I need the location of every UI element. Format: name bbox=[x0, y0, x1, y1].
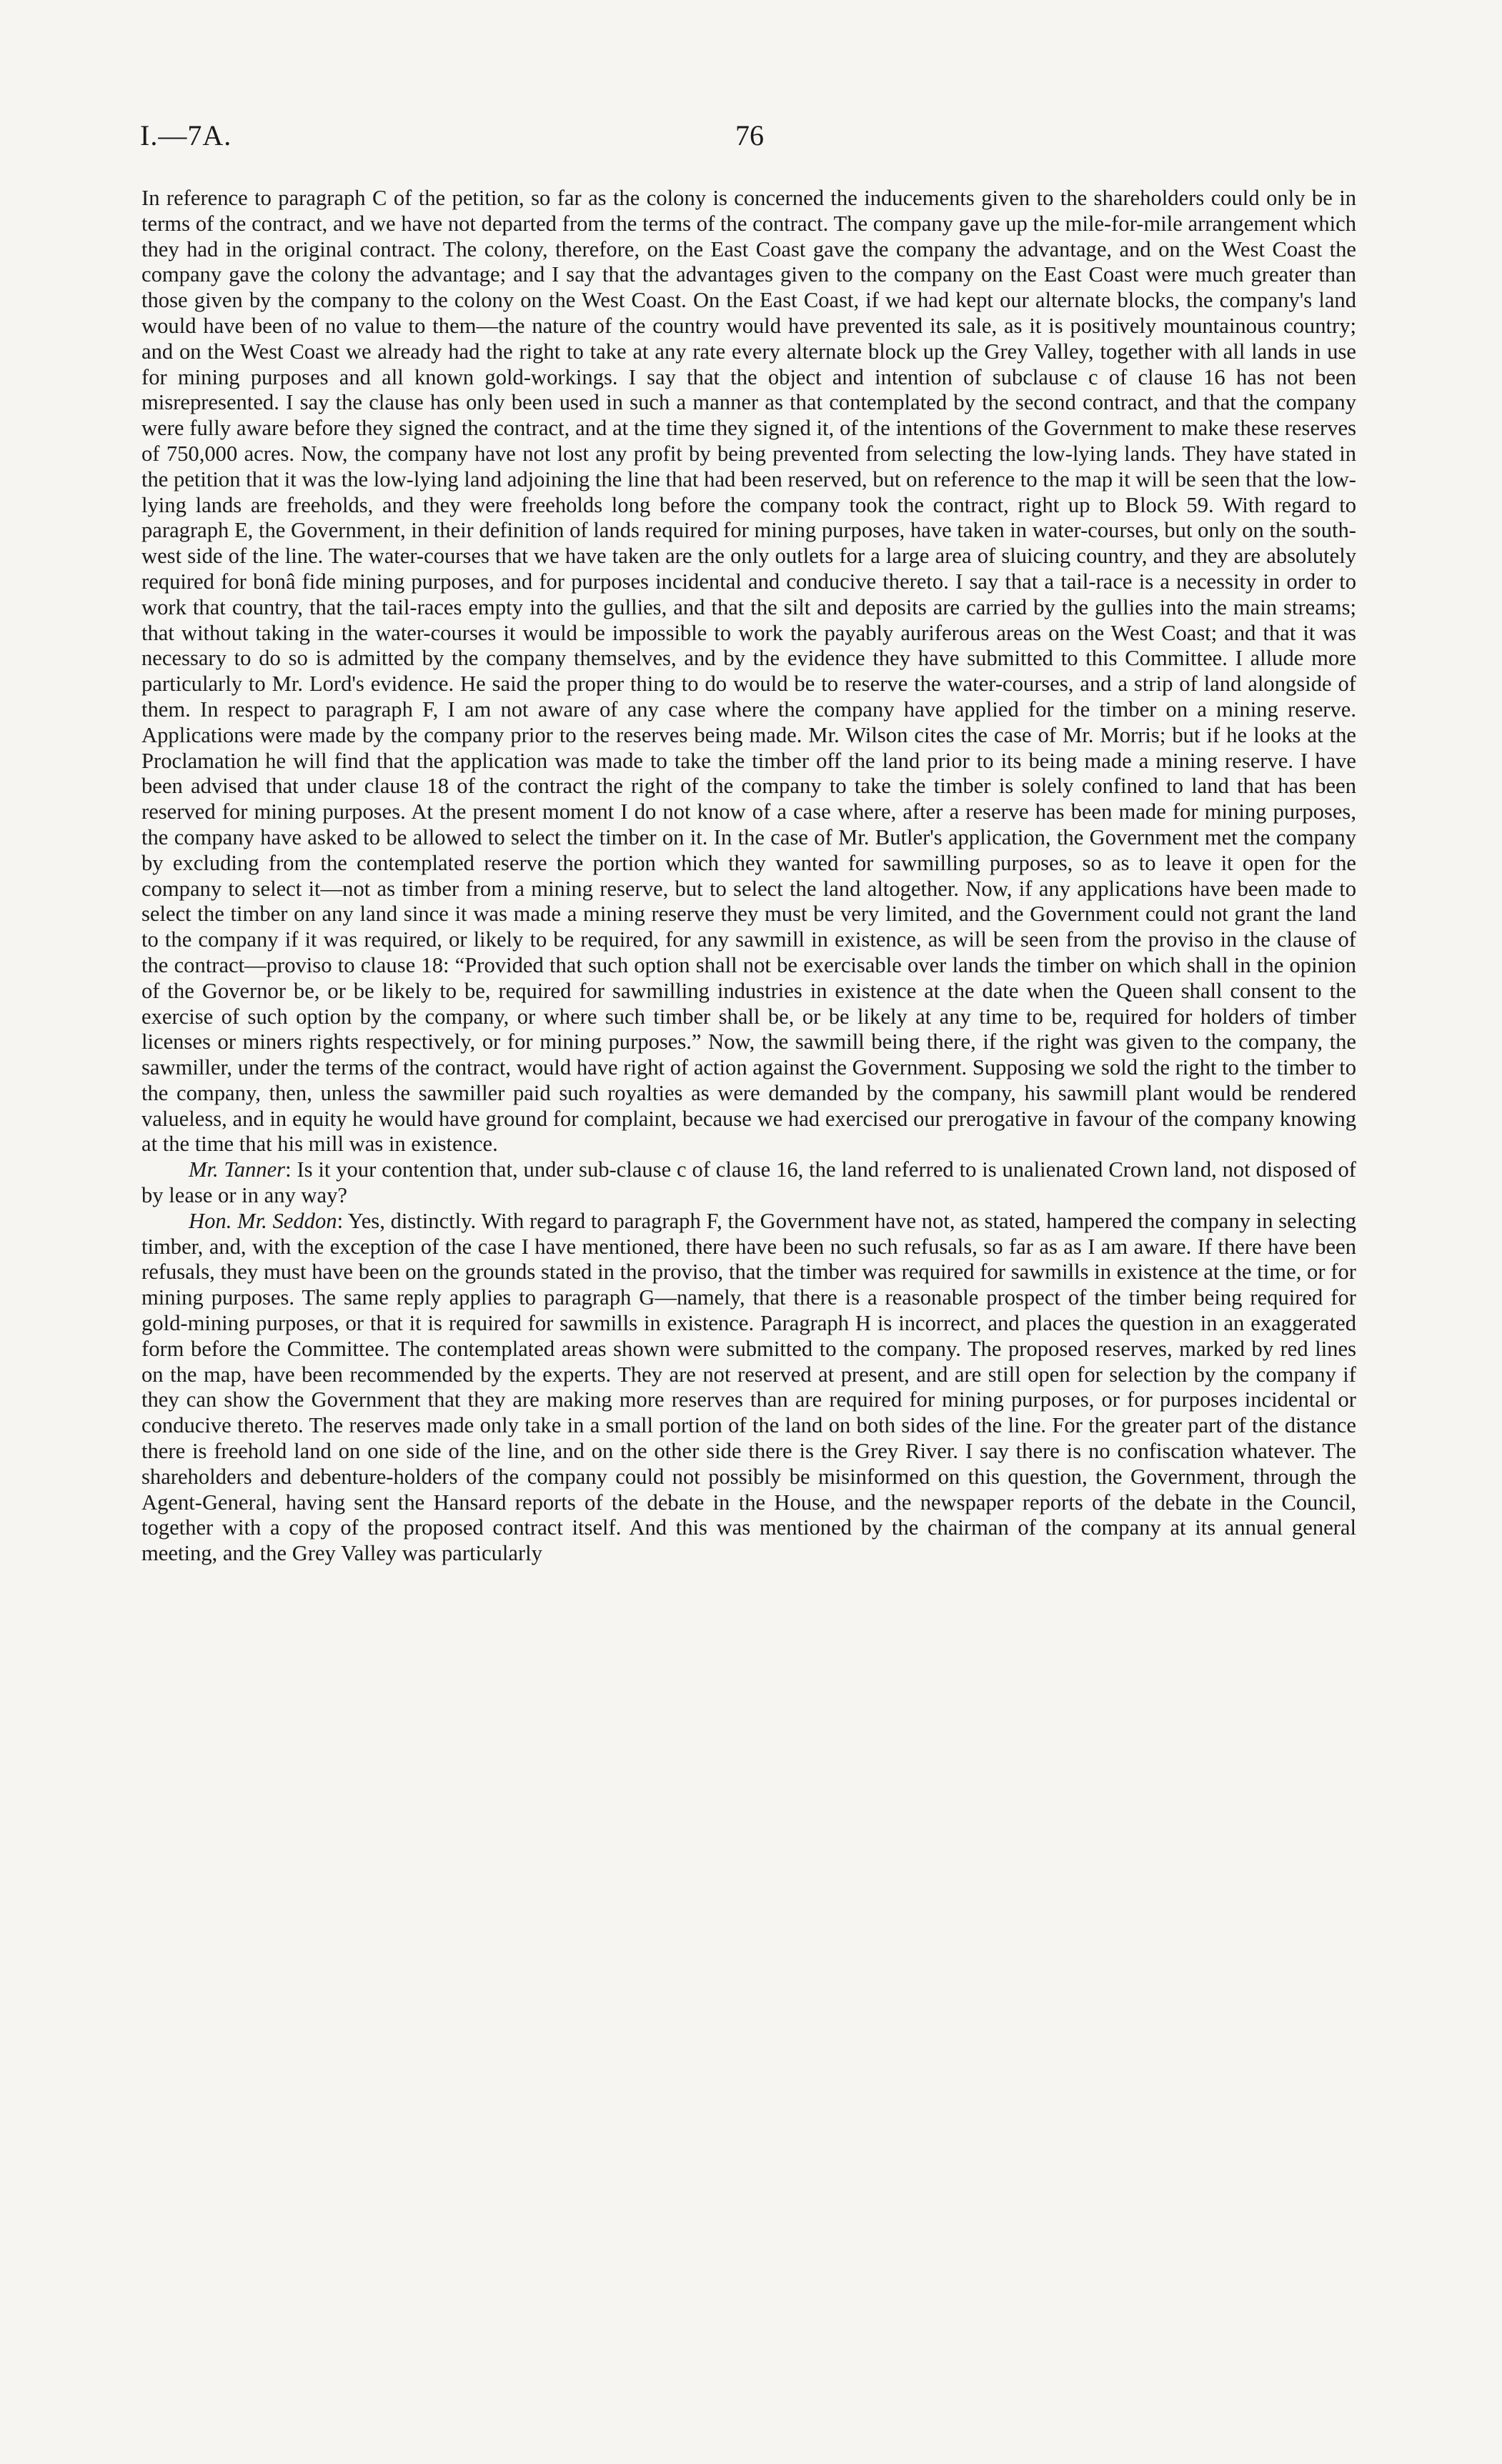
document-body bbox=[141, 186, 1356, 1567]
page-number: 76 bbox=[735, 119, 764, 151]
paragraph-seddon-answer bbox=[141, 1209, 1356, 1567]
paragraph-tanner-question bbox=[141, 1157, 1356, 1209]
paragraph-text: : Yes, distinctly. With regard to paragraph F, the Government have not, as stated, hampered the company in selecting timber, and, with the exception of the case I have mentioned, there have been no such refusals, so far as as I am aware. If there have been refusals, they must have been on the grounds stated in the proviso, that the timber was required for sawmills in existence at the time, or for mining purposes. The same reply applies to paragraph G—namely, that there is a reasonable prospect of the timber being required for gold-mining purposes, or that it is required for sawmills in existence. Paragraph H is incorrect, and places the question in an exaggerated form before the Committee. The contemplated areas shown were submitted to the company. The proposed reserves, marked by red lines on the map, have been recommended by the experts. They are not reserved at present, and are still open for selection by the company if they can show the Government that they are making more reserves than are required for mining purposes, or for purposes incidental or conducive thereto. The reserves made only take in a small portion of the land on both sides of the line. For the greater part of the distance there is freehold land on one side of the line, and on the other side there is the Grey River. I say there is no confiscation whatever. The shareholders and debenture-holders of the company could not possibly be misinformed on this question, the Government, through the Agent-General, having sent the Hansard reports of the debate in the House, and the newspaper reports of the debate in the Council, together with a copy of the proposed contract itself. And this was mentioned by the chairman of the company at its annual general meeting, and the Grey Valley was particularly bbox=[141, 1208, 1356, 1566]
paragraph-text: In reference to paragraph C of the petition, so far as the colony is concerned the inducements given to the shareholders could only be in terms of the contract, and we have not departed from the terms of the contract. The company gave up the mile-for-mile arrangement which they had in the original contract. The colony, therefore, on the East Coast gave the company the advantage, and on the West Coast the company gave the colony the advantage; and I say that the advantages given to the company on the East Coast were much greater than those given by the company to the colony on the West Coast. On the East Coast, if we had kept our alternate blocks, the company's land would have been of no value to them—the nature of the country would have prevented its sale, as it is positively mountainous country; and on the West Coast we already had the right to take at any rate every alternate block up the Grey Valley, together with all lands in use for mining purposes and all known gold-workings. I say that the object and intention of subclause c of clause 16 has not been misrepresented. I say the clause has only been used in such a manner as that contemplated by the second contract, and that the company were fully aware before they signed the contract, and at the time they signed it, of the intentions of the Government to make these reserves of 750,000 acres. Now, the company have not lost any profit by being prevented from selecting the low-lying lands. They have stated in the petition that it was the low-lying land adjoining the line that had been reserved, but on reference to the map it will be seen that the low-lying lands are freeholds, and they were freeholds long before the company took the contract, right up to Block 59. With regard to paragraph E, the Government, in their definition of lands required for mining purposes, have taken in water-courses, but only on the south-west side of the line. The water-courses that we have taken are the only outlets for a large area of sluicing country, and they are absolutely required for bonâ fide mining purposes, and for purposes incidental and conducive thereto. I say that a tail-race is a necessity in order to work that country, that the tail-races empty into the gullies, and that the silt and deposits are carried by the gullies into the main streams; that without taking in the water-courses it would be impossible to work the payably auriferous areas on the West Coast; and that it was necessary to do so is admitted by the company themselves, and by the evidence they have submitted to this Committee. I allude more particularly to Mr. Lord's evidence. He said the proper thing to do would be to reserve the water-courses, and a strip of land alongside of them. In respect to paragraph F, I am not aware of any case where the company have applied for the timber on a mining reserve. Applications were made by the company prior to the reserves being made. Mr. Wilson cites the case of Mr. Morris; but if he looks at the Proclamation he will find that the application was made to take the timber off the land prior to its being made a mining reserve. I have been advised that under clause 18 of the contract the right of the company to take the timber is solely confined to land that has been reserved for mining purposes. At the present moment I do not know of a case where, after a reserve has been made for mining purposes, the company have asked to be allowed to select the timber on it. In the case of Mr. Butler's application, the Government met the company by excluding from the contemplated reserve the portion which they wanted for sawmilling purposes, so as to leave it open for the company to select it—not as timber from a mining reserve, but to select the land altogether. Now, if any applications have been made to select the timber on any land since it was made a mining reserve they must be very limited, and the Government could not grant the land to the company if it was required, or likely to be required, for any sawmill in existence, as will be seen from the proviso in the clause of the contract—proviso to clause 18: “Provided that such option shall not be exercisable over lands the timber on which shall in the opinion of the Governor be, or be likely to be, required for sawmilling industries in existence at the date when the Queen shall consent to the exercise of such option by the company, or where such timber shall be, or be likely at any time to be, required for holders of timber licenses or miners rights respectively, or for mining purposes.” Now, the sawmill being there, if the right was given to the company, the sawmiller, under the terms of the contract, would have right of action against the Government. Supposing we sold the right to the timber to the company, then, unless the sawmiller paid such royalties as were demanded by the company, his sawmill plant would be rendered valueless, and in equity he would have ground for complaint, because we had exercised our prerogative in favour of the company knowing at the time that his mill was in existence. bbox=[141, 186, 1356, 1157]
page-header bbox=[140, 119, 1359, 154]
paragraph-text: : Is it your contention that, under sub-clause c of clause 16, the land referred to is unalienated Crown land, not disposed of by lease or in any way? bbox=[141, 1157, 1356, 1208]
speaker-name: Mr. Tanner bbox=[189, 1157, 286, 1182]
paragraph-seddon-reply bbox=[141, 186, 1356, 1157]
document-reference: I.—7A. bbox=[140, 119, 232, 151]
speaker-name: Hon. Mr. Seddon bbox=[189, 1208, 337, 1233]
